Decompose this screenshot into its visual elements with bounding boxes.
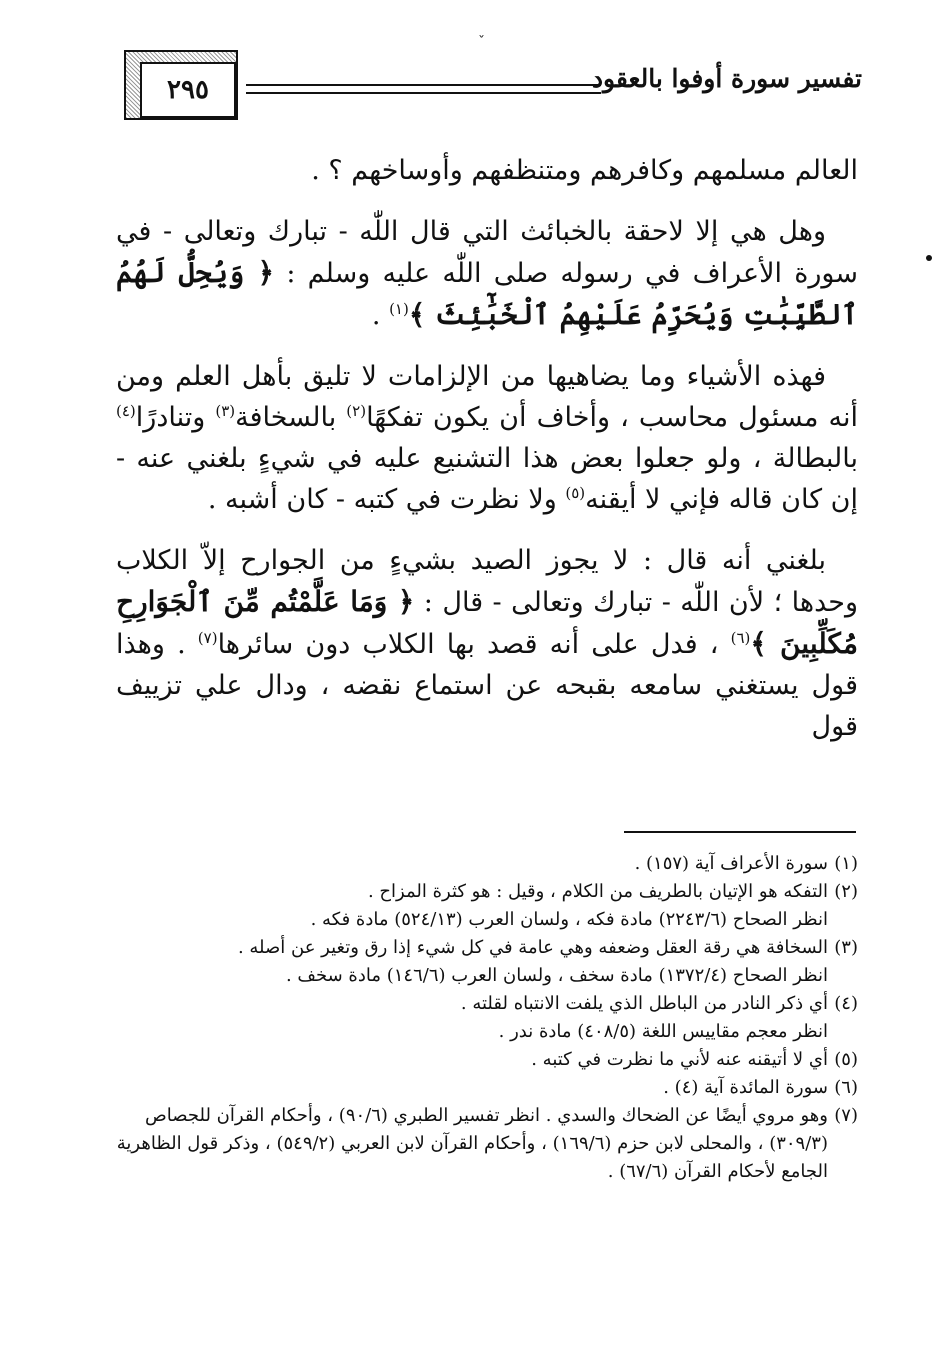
quran-verse-araf: ﴿ وَيُحِلُّ لَهُمُ ٱلطَّيِّبَٰتِ وَيُحَرِّمُ عَلَيْهِمُ ٱلْخَبَٰٓئِثَ ﴾	[116, 256, 858, 331]
footnote-text: سورة الأعراف آية (١٥٧) .	[634, 853, 828, 874]
paragraph-1-text: العالم مسلمهم وكافرهم ومتنظفهم وأوساخهم ؟ .	[311, 155, 858, 186]
footnote-ref-3[interactable]: (٣)	[215, 402, 236, 420]
paragraph-3-text-e: ولا نظرت في كتبه - كان أشبه .	[207, 484, 566, 515]
footnote-number: (٢)	[834, 881, 858, 902]
footnote-item	[116, 878, 858, 934]
footnote-item	[116, 1102, 858, 1186]
footnote-text: السخافة هي رقة العقل وضعفه وهي عامة في كل شيء إذا رق وتغير عن أصله .	[237, 937, 828, 958]
footnote-item	[116, 934, 858, 990]
paragraph-4-text-c: . وهذا قول يستغني سامعه بقبحه عن استماع نقضه ، ودال علي تزييف قول	[116, 629, 858, 742]
footnote-ref-7[interactable]: (٧)	[197, 629, 218, 647]
footnote-source: انظر الصحاح (١٣٧٢/٤) مادة سخف ، ولسان العرب (١٤٦/٦) مادة سخف .	[285, 965, 828, 986]
footnote-number: (١)	[834, 853, 858, 874]
page-header	[124, 50, 862, 120]
margin-dot	[926, 255, 932, 261]
stray-mark: ˇ	[478, 34, 485, 50]
footnote-ref-4[interactable]: (٤)	[116, 402, 136, 420]
paragraph-4-text-a: بلغني أنه قال : لا يجوز الصيد بشيءٍ من الجوارح إلاّ الكلاب وحدها ؛ لأن اللّٰه - تبارك وتعالى - قال :	[116, 545, 858, 618]
footnote-text: سورة المائدة آية (٤) .	[663, 1077, 828, 1098]
paragraph-3-text-d: بالبطالة ، ولو جعلوا بعض هذا التشنيع عليه في شيءٍ بلغني عنه - إن كان قاله فإني لا أيقنه	[116, 443, 858, 515]
page-number-box	[124, 50, 238, 120]
paragraph-3-text-c: وتنادرًا	[135, 402, 216, 433]
footnote-number: (٦)	[834, 1077, 858, 1098]
paragraph-2	[116, 211, 858, 336]
paragraph-4-text-b: ، فدل على أنه قصد بها الكلاب دون سائرها	[217, 629, 731, 660]
footnote-text: وهو مروي أيضًا عن الضحاك والسدي . انظر تفسير الطبري (٩٠/٦) ، وأحكام القرآن للجصاص (٣٠٩/٣) ، والمحلى لابن حزم (١٦٩/٦) ، وأحكام القرآن لابن العربي (٥٤٩/٢) ، وذكر قول الظاهرية الجامع لأحكام القرآن (٦٧/٦) .	[116, 1105, 828, 1182]
paragraph-1	[116, 150, 858, 191]
paragraph-2-text: وهل هي إلا لاحقة بالخبائث التي قال اللّٰه - تبارك وتعالى - في سورة الأعراف في رسوله صلى اللّٰه عليه وسلم :	[116, 216, 858, 289]
quran-verse-maidah: ﴿ وَمَا عَلَّمْتُم مِّنَ ٱلْجَوَارِحِ مُكَلِّبِينَ ﴾	[116, 585, 858, 660]
paragraph-3	[116, 356, 858, 520]
footnote-item	[116, 1046, 858, 1074]
paragraph-2-end: .	[371, 300, 390, 331]
footnote-ref-5[interactable]: (٥)	[565, 484, 586, 502]
main-text	[116, 150, 858, 767]
footnote-source: انظر معجم مقاييس اللغة (٤٠٨/٥) مادة ندر .	[498, 1021, 828, 1042]
footnote-source: انظر الصحاح (٢٢٤٣/٦) مادة فكه ، ولسان العرب (٥٢٤/١٣) مادة فكه .	[310, 909, 828, 930]
footnote-number: (٤)	[834, 993, 858, 1014]
page-number: ٢٩٥	[140, 62, 236, 118]
footnote-separator	[624, 831, 856, 833]
footnote-ref-6[interactable]: (٦)	[730, 629, 751, 647]
footnote-text: أي ذكر النادر من الباطل الذي يلفت الانتباه لقلته .	[460, 993, 828, 1014]
footnotes	[116, 850, 858, 1186]
footnote-ref-2[interactable]: (٢)	[346, 402, 367, 420]
paragraph-3-text-b: بالسخافة	[235, 402, 347, 433]
footnote-number: (٧)	[834, 1105, 858, 1126]
header-double-rule	[246, 84, 601, 94]
footnote-item	[116, 1074, 858, 1102]
footnote-ref-1[interactable]: (١)	[389, 300, 409, 318]
running-title: تفسير سورة أوفوا بالعقود	[591, 64, 862, 93]
paragraph-3-text-a: فهذه الأشياء وما يضاهيها من الإلزامات لا تليق بأهل العلم ومن أنه مسئول محاسب ، وأخاف أن يكون تفكهًا	[116, 361, 858, 433]
footnote-item	[116, 850, 858, 878]
footnote-text: التفكه هو الإتيان بالطريف من الكلام ، وقيل : هو كثرة المزاح .	[367, 881, 828, 902]
footnote-item	[116, 990, 858, 1046]
footnote-number: (٣)	[834, 937, 858, 958]
paragraph-4	[116, 540, 858, 747]
footnote-number: (٥)	[834, 1049, 858, 1070]
footnote-text: أي لا أتيقنه عنه لأني ما نظرت في كتبه .	[531, 1049, 828, 1070]
